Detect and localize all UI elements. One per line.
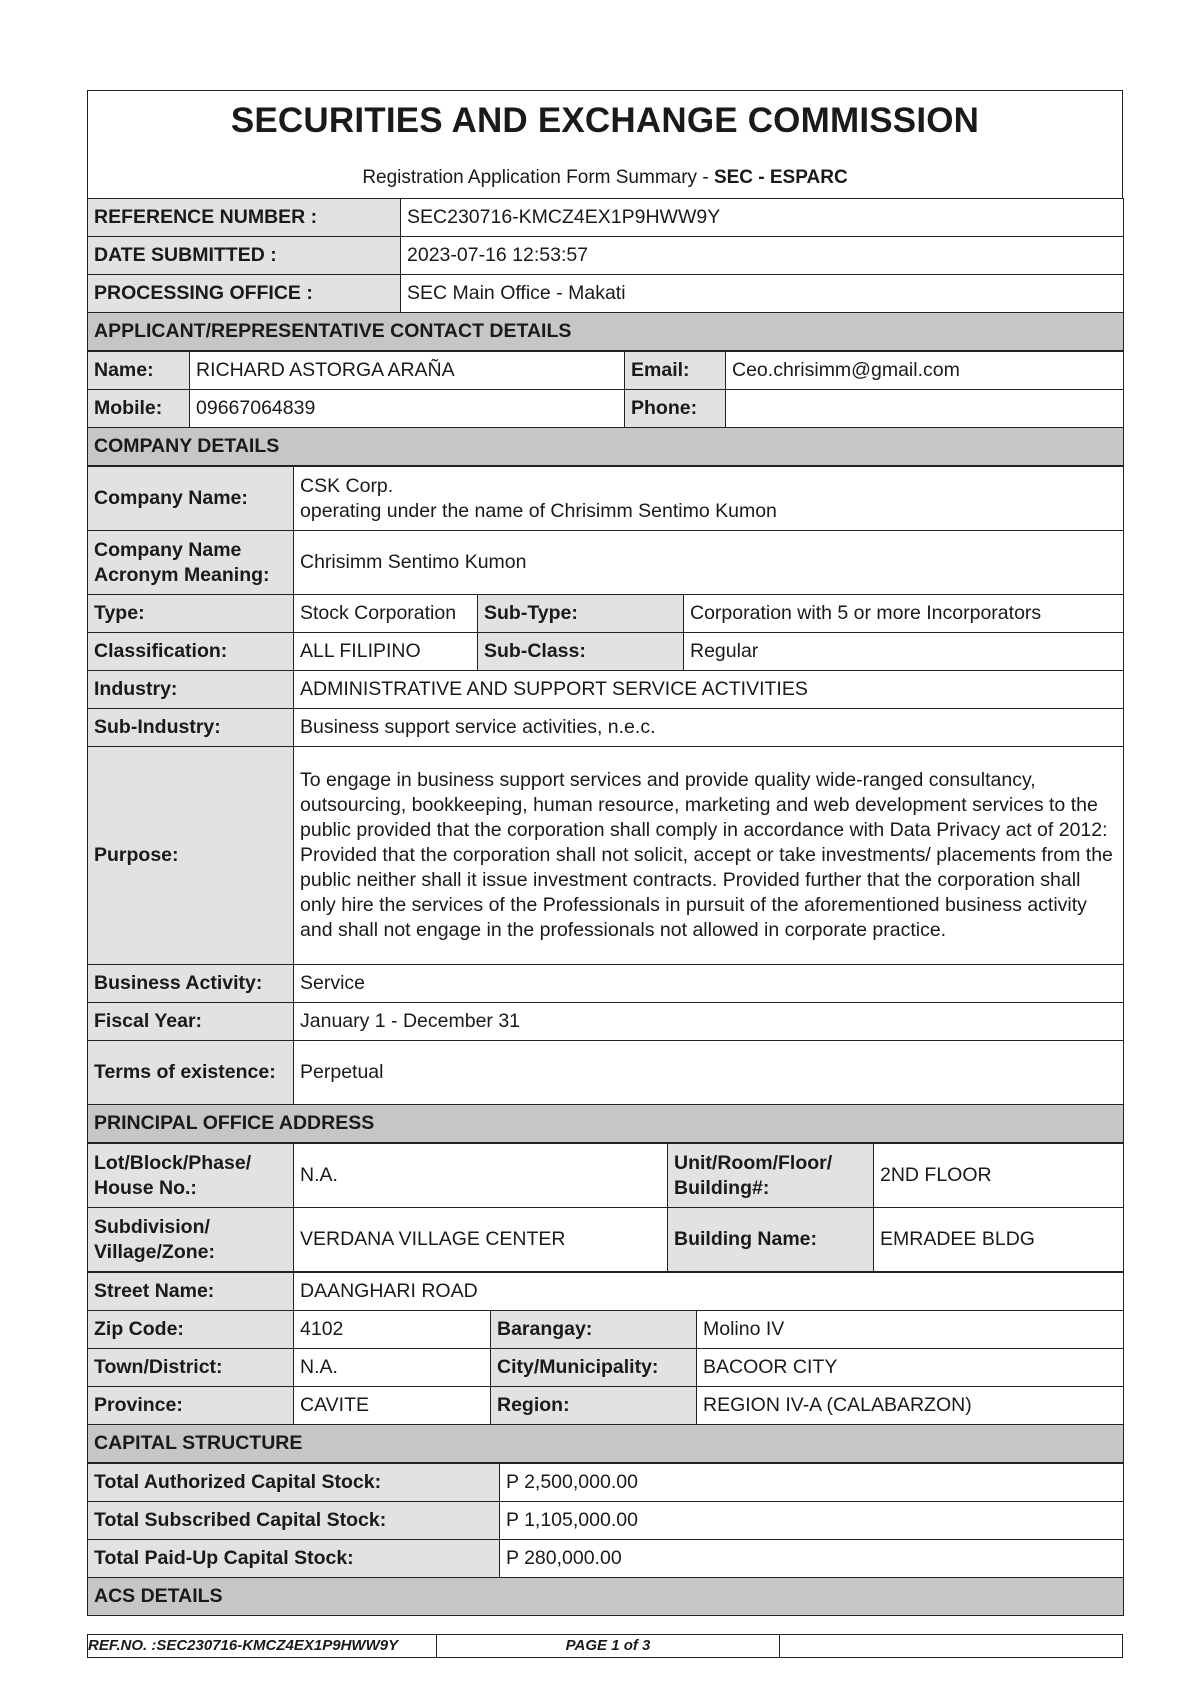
town-row: [88, 1349, 1124, 1387]
zip-value: 4102: [294, 1311, 491, 1349]
subdivision-value: VERDANA VILLAGE CENTER: [294, 1208, 668, 1272]
authorized-value: P 2,500,000.00: [500, 1464, 1124, 1502]
applicant-row-2: [88, 390, 1124, 428]
purpose-row: [88, 747, 1124, 965]
subclass-label: Sub-Class:: [478, 633, 684, 671]
phone-label: Phone:: [625, 390, 726, 428]
subindustry-label: Sub-Industry:: [88, 709, 294, 747]
barangay-value: Molino IV: [697, 1311, 1124, 1349]
acronym-label: Company Name Acronym Meaning:: [88, 531, 294, 595]
province-value: CAVITE: [294, 1387, 491, 1425]
company-name-line2: operating under the name of Chrisimm Sentimo Kumon: [300, 499, 777, 522]
reference-value: SEC230716-KMCZ4EX1P9HWW9Y: [401, 199, 1124, 237]
paidup-value: P 280,000.00: [500, 1540, 1124, 1578]
reference-table: [87, 198, 1124, 351]
type-row: [88, 595, 1124, 633]
activity-label: Business Activity:: [88, 965, 294, 1003]
section-company: COMPANY DETAILS: [88, 428, 1124, 466]
building-value: EMRADEE BLDG: [874, 1208, 1124, 1272]
region-label: Region:: [491, 1387, 697, 1425]
mobile-value: 09667064839: [190, 390, 625, 428]
zip-label: Zip Code:: [88, 1311, 294, 1349]
subscribed-row: [88, 1502, 1124, 1540]
town-value: N.A.: [294, 1349, 491, 1387]
applicant-row-1: [88, 352, 1124, 390]
province-row: [88, 1387, 1124, 1425]
page-title: SECURITIES AND EXCHANGE COMMISSION: [230, 101, 980, 140]
phone-value: [726, 390, 1124, 428]
paidup-row: [88, 1540, 1124, 1578]
footer-blank-cell: [780, 1635, 1122, 1657]
street-label: Street Name:: [88, 1273, 294, 1311]
acronym-row: [88, 531, 1124, 595]
mobile-label: Mobile:: [88, 390, 190, 428]
region-value: REGION IV-A (CALABARZON): [697, 1387, 1124, 1425]
company-name-value: [294, 467, 1124, 531]
type-label: Type:: [88, 595, 294, 633]
fiscal-label: Fiscal Year:: [88, 1003, 294, 1041]
barangay-label: Barangay:: [491, 1311, 697, 1349]
province-label: Province:: [88, 1387, 294, 1425]
type-value: Stock Corporation: [294, 595, 478, 633]
name-value: RICHARD ASTORGA ARAÑA: [190, 352, 625, 390]
subscribed-label: Total Subscribed Capital Stock:: [88, 1502, 500, 1540]
date-label: DATE SUBMITTED :: [88, 237, 401, 275]
office-value: SEC Main Office - Makati: [401, 275, 1124, 313]
activity-value: Service: [294, 965, 1124, 1003]
purpose-label: Purpose:: [88, 747, 294, 965]
unit-label: Unit/Room/Floor/ Building#:: [668, 1144, 874, 1208]
city-label: City/Municipality:: [491, 1349, 697, 1387]
acronym-value: Chrisimm Sentimo Kumon: [294, 531, 1124, 595]
date-value: 2023-07-16 12:53:57: [401, 237, 1124, 275]
form-header: [87, 90, 1123, 198]
unit-value: 2ND FLOOR: [874, 1144, 1124, 1208]
office-label: PROCESSING OFFICE :: [88, 275, 401, 313]
authorized-label: Total Authorized Capital Stock:: [88, 1464, 500, 1502]
reference-label: REFERENCE NUMBER :: [88, 199, 401, 237]
footer-page-number: PAGE 1 of 3: [437, 1635, 779, 1657]
industry-row: [88, 671, 1124, 709]
fiscal-value: January 1 - December 31: [294, 1003, 1124, 1041]
reference-row: [88, 199, 1124, 237]
company-table: [87, 466, 1124, 1143]
subtitle-system: SEC - ESPARC: [713, 167, 848, 188]
classification-value: ALL FILIPINO: [294, 633, 478, 671]
section-applicant: APPLICANT/REPRESENTATIVE CONTACT DETAILS: [88, 313, 1124, 351]
subscribed-value: P 1,105,000.00: [500, 1502, 1124, 1540]
form-subtitle: [88, 167, 1122, 189]
paidup-label: Total Paid-Up Capital Stock:: [88, 1540, 500, 1578]
address-table-a: [87, 1143, 1124, 1272]
terms-label: Terms of existence:: [88, 1041, 294, 1105]
purpose-value: To engage in business support services and provide quality wide-ranged consultancy, outsourcing, bookkeeping, human resource, marketing and web development services to the public provided that the corporation shall comply in accordance with Data Privacy act of 2012: Provided that the corporation shall not solicit, accept or take investments/ placements from the public neither shall it issue investment contracts. Provided further that the corporation shall only hire the services of the Professionals in pursuit of the aforementioned business activity and shall not engage in the professionals not allowed in corporate practice.: [294, 747, 1124, 965]
lot-value: N.A.: [294, 1144, 668, 1208]
subindustry-value: Business support service activities, n.e.c.: [294, 709, 1124, 747]
lot-row: [88, 1144, 1124, 1208]
authorized-row: [88, 1464, 1124, 1502]
classification-row: [88, 633, 1124, 671]
section-address: PRINCIPAL OFFICE ADDRESS: [88, 1105, 1124, 1143]
applicant-table: [87, 351, 1124, 466]
name-label: Name:: [88, 352, 190, 390]
subtype-label: Sub-Type:: [478, 595, 684, 633]
subclass-value: Regular: [684, 633, 1124, 671]
company-name-label: Company Name:: [88, 467, 294, 531]
company-name-row: [88, 467, 1124, 531]
subdivision-label: Subdivision/ Village/Zone:: [88, 1208, 294, 1272]
town-label: Town/District:: [88, 1349, 294, 1387]
date-row: [88, 237, 1124, 275]
street-value: DAANGHARI ROAD: [294, 1273, 1124, 1311]
subtype-value: Corporation with 5 or more Incorporators: [684, 595, 1124, 633]
company-name-line1: CSK Corp.: [300, 474, 394, 497]
page-footer: [87, 1634, 1123, 1658]
building-label: Building Name:: [668, 1208, 874, 1272]
email-value: Ceo.chrisimm@gmail.com: [726, 352, 1124, 390]
office-row: [88, 275, 1124, 313]
footer-reference: REF.NO. :SEC230716-KMCZ4EX1P9HWW9Y: [88, 1635, 437, 1657]
lot-label: Lot/Block/Phase/ House No.:: [88, 1144, 294, 1208]
fiscal-row: [88, 1003, 1124, 1041]
industry-label: Industry:: [88, 671, 294, 709]
subdivision-row: [88, 1208, 1124, 1272]
email-label: Email:: [625, 352, 726, 390]
activity-row: [88, 965, 1124, 1003]
street-row: [88, 1273, 1124, 1311]
classification-label: Classification:: [88, 633, 294, 671]
address-table-b: [87, 1272, 1124, 1463]
form-sheet: [87, 90, 1123, 1616]
section-capital: CAPITAL STRUCTURE: [88, 1425, 1124, 1463]
terms-value: Perpetual: [294, 1041, 1124, 1105]
capital-table: [87, 1463, 1124, 1616]
industry-value: ADMINISTRATIVE AND SUPPORT SERVICE ACTIVITIES: [294, 671, 1124, 709]
subindustry-row: [88, 709, 1124, 747]
subtitle-text: Registration Application Form Summary -: [362, 167, 714, 188]
terms-row: [88, 1041, 1124, 1105]
zip-row: [88, 1311, 1124, 1349]
city-value: BACOOR CITY: [697, 1349, 1124, 1387]
section-acs: ACS DETAILS: [88, 1578, 1124, 1616]
